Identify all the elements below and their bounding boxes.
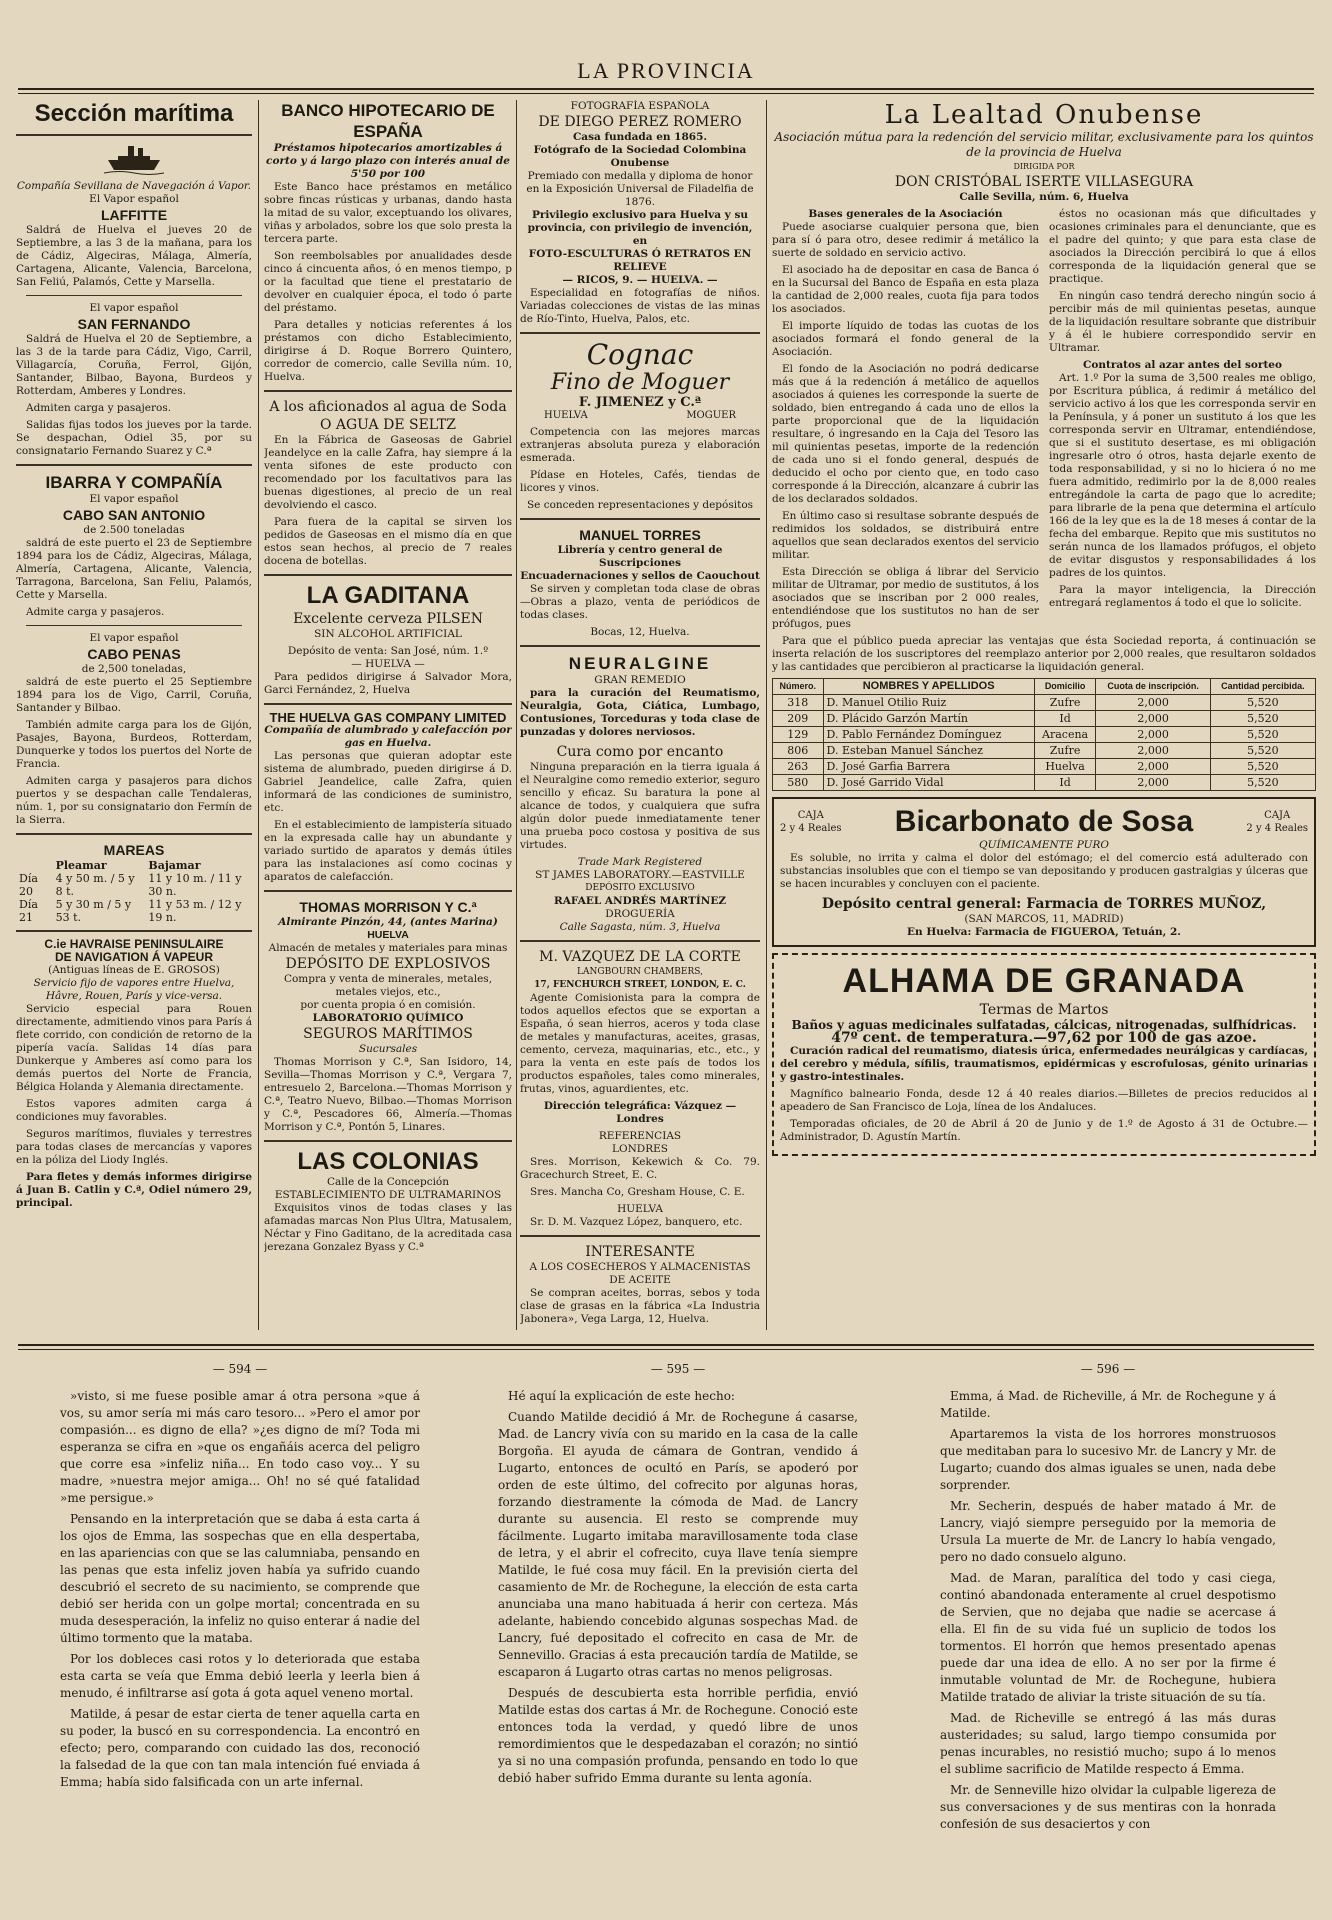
cognac-city: HUELVA [544,410,588,421]
ad-heading: La Lealtad Onubense [884,100,1204,130]
ad-text: Sres. Morrison, Kekewich & Co. 79. Gracechurch Street, E. C. [520,1156,760,1181]
ad-heading: A los aficionados al agua de Soda [269,399,507,415]
bottom-rule [18,1344,1314,1350]
company-text: Seguros marítimos, fluviales y terrestres para todas clases de mercancías y vapores en la póliza del Liody Inglés. [16,1128,252,1166]
cognac-logo-word: Fino de Moguer [550,370,730,395]
vessel-prefix: El vapor español [89,493,179,505]
divider [16,134,252,136]
vessel-name: LAFFITTE [100,207,168,223]
ad-text: para la curación del Reumatismo, Neuralgia, Gota, Ciática, Lumbago, Contusiones, Torceduras y toda clase de punzadas y dolores nerviosos. [520,687,760,738]
ad-text: Especialidad en fotografías de niños. Variadas colecciones de vistas de las minas de Río-Tinto, Huelva, Palos, etc. [520,287,760,325]
table-cell: 2,000 [1096,711,1210,727]
ad-sub: Calle de la Concepción [326,1176,450,1188]
ad-text: Sres. Mancha Co, Gresham House, C. E. [530,1186,745,1198]
ad-text: Las personas que quieran adoptar este sistema de alumbrado, pueden dirigirse á D. Gabriel Jeandelice, calle Zafra, quien informará de las condiciones de suministro, etc. [264,750,512,814]
ad-sub: HUELVA [367,929,409,941]
table-cell: D. José Garrido Vidal [823,775,1034,791]
ad-sub: 47º cent. de temperatura.—97,62 por 100 de gas azoe. [831,1030,1257,1046]
serial-paragraph: Emma, á Mad. de Richeville, á Mr. de Rochegune y á Matilde. [940,1389,1276,1420]
column-ads-4 [772,100,1316,1330]
ad-sub: Cura como por encanto [556,744,724,760]
cognac-logo-word: Cognac [586,338,694,371]
ad-sub: ESTABLECIMIENTO DE ULTRAMARINOS [274,1189,502,1201]
ad-text: Premiado con medalla y diploma de honor en la Exposición Universal de Filadelfia de 1876. [526,170,754,208]
ad-sub: Contratos al azar antes del sorteo [1083,359,1282,371]
ad-text: Art. 1.º Por la suma de 3,500 reales me obligo, por Escritura pública, á redimir á metálico del servicio activo á los que les corresponda servir en la Península, y á poner un sustituto á los que les corresponda servir en Ultramar, entendiéndose, que si el sustituto desertase, es mi obligación ingresarle otro ó otros, hasta dejarle exento de toda responsabilidad, y si no lo hiciera ó no me fuera admitido, redimirlo por la de 8,000 reales entregándole la carta de pago que lo acredite; para librarle de la pena que determina el artículo 166 de la ley que es la de 18 meses á contar de la fecha del embarque. Repito que mis sustitutos no serán nunca de los llamados prófugos, el objeto de evitar disgustos y responsabilidades á los padres de los quintos. [1049,372,1316,579]
ad-heading: THOMAS MORRISON Y C.ª [299,899,477,915]
vessel-prefix: El vapor español [89,302,179,314]
tides-value: 11 y 53 m. / 12 y 19 n. [148,898,242,924]
company-heading: IBARRA Y COMPAÑÍA [45,473,223,492]
ad-sub: LANGBOURN CHAMBERS, [577,967,703,977]
ad-text: Magnífico balneario Fonda, desde 12 á 40 reales diarios.—Billetes de precios reducidos al apeadero de San Francisco de Loja, línea de los Andaluces. [780,1088,1308,1113]
vessel-text: Saldrá de Huelva el jueves 20 de Septiembre, a las 3 de la mañana, para los de Cádiz, Algeciras, Málaga, Almería, Cartagena, Alicante, Valencia, Barcelona, San Feliú, Palamós, Cette y Marsella. [16,224,252,288]
ad-heading: FOTOGRAFÍA ESPAÑOLA [570,100,710,112]
table-cell: Zufre [1034,695,1096,711]
ad-text: El fondo de la Asociación no podrá dedicarse más que á la redención á metálico de aquellos asociados á quienes les corresponde la suerte de soldado, bien entregando á cada uno de ellos la parte proporcional que de la liquidación resultare, ó ingresando en la Caja del Tesoro las mil quinientas pesetas, importe de la redención de cada uno si el fondo general, después de deducido el ocho por ciento que, en todo caso corresponde á la Dirección, alcanzare á cubrir las de los declarados soldados. [772,363,1039,505]
tides-day: Día 20 [19,872,38,898]
table-header: Cuota de inscripción. [1096,679,1210,695]
ad-sub: Calle Sevilla, núm. 6, Huelva [959,191,1129,203]
ad-text: Pídase en Hoteles, Cafés, tiendas de licores y vinos. [520,469,760,494]
table-cell: 5,520 [1210,759,1315,775]
top-rule [18,88,1314,94]
ad-sub: (SAN MARCOS, 11, MADRID) [964,913,1124,925]
table-row [773,775,1316,791]
bicarbonate-ad [772,797,1316,947]
vessel-name: CABO PENAS [87,646,181,662]
ad-sub: DON CRISTÓBAL ISERTE VILLASEGURA [894,174,1194,190]
ad-text: Thomas Morrison y C.ª, San Isidoro, 14, Sevilla—Thomas Morrison y C.ª, Vergara 7, entresuelo 2, Barcelona.—Thomas Morrison y C.ª, Teatro Nuevo, Bilbao.—Thomas Morrison y C.ª, Pescadores 66, Almería.—Thomas Morrison y C.ª, Pontón 5, Linares. [264,1056,512,1133]
ad-text: Este Banco hace préstamos en metálico sobre fincas rústicas y urbanas, dando hasta la mitad de su valor, exceptuando los olivares, viñas y arbolados, sobre los que solo presta la tercera parte. [264,181,512,245]
tides-col-high: Pleamar [55,859,107,872]
ad-text: Para la mayor inteligencia, la Dirección entregará reglamentos á todo el que lo solicite. [1049,584,1316,609]
ad-sub: Compañía de alumbrado y calefacción por gas en Huelva. [264,724,512,749]
ad-sub: SEGUROS MARÍTIMOS [303,1026,473,1042]
divider [264,1140,512,1142]
serial-paragraph: Mr. de Senneville hizo olvidar la culpable ligereza de sus conversaciones y de sus mentiras con la honrada confesión de sus desaciertos y con [940,1783,1276,1831]
ad-text: Almacén de metales y materiales para minas [268,942,508,954]
ad-text: por cuenta propia ó en comisión. [300,999,476,1011]
ad-heading: BANCO HIPOTECARIO DE ESPAÑA [281,101,495,141]
ad-text: En el establecimiento de lampistería situado en la expresada calle hay un abundante y variado surtido de aparatos y demás útiles para las instalaciones así como cocinas y aparatos de calefacción. [264,819,512,883]
ad-sub: Asociación mútua para la redención del servicio militar, exclusivamente para los quintos de la provincia de Huelva [774,130,1314,159]
tides-col-low: Bajamar [148,859,201,872]
ad-sub: A LOS COSECHEROS Y ALMACENISTAS DE ACEITE [529,1261,751,1286]
table-cell: 2,000 [1096,727,1210,743]
table-cell: 2,000 [1096,695,1210,711]
ad-sub: DIRIGIDA POR [1013,162,1075,171]
divider [520,645,760,647]
ad-sub: Excelente cerveza PILSEN [293,611,483,627]
table-cell: 580 [773,775,824,791]
ad-sub: Termas de Martos [979,1002,1109,1018]
company-heading: DE NAVIGATION Á VAPEUR [54,950,213,964]
table-row [773,695,1316,711]
serial-paragraph: Apartaremos la vista de los horrores monstruosos que meditaban para lo sucesivo Mr. de Lancry y Mr. de Lugarto; cuando dos almas iguales se unen, nada debe sorprender. [940,1427,1276,1492]
cognac-maker: F. JIMENEZ y C.ª [578,395,702,410]
ad-sub: DEPÓSITO EXCLUSIVO [585,883,695,893]
company-text: Estos vapores admiten carga á condiciones muy favorables. [16,1098,252,1123]
ad-text: Para pedidos dirigirse á Salvador Mora, Garci Fernández, 2, Huelva [264,671,512,696]
vessel-prefix: El Vapor español [89,193,179,205]
tides-value: 4 y 50 m. / 5 y 8 t. [55,872,135,898]
table-cell: 2,000 [1096,775,1210,791]
ad-sub: HUELVA [617,1203,663,1215]
ad-sub: Bases generales de la Asociación [808,208,1003,220]
column-divider [766,100,767,1330]
ad-sub: Baños y aguas medicinales sulfatadas, cálcicas, nitrogenadas, sulfhídricas. [791,1018,1297,1032]
ad-text: Privilegio exclusivo para Huelva y su provincia, con privilegio de invención, en [527,209,753,247]
ad-text: En ningún caso tendrá derecho ningún socio á percibir más de mil quinientas pesetas, aunque de la liquidación resultare sobrante que distribuir y á él le hubiere correspondido servir en Ultramar. [1049,290,1316,354]
serial-paragraph: Matilde, á pesar de estar cierta de tener aquella carta en su poder, la buscó en su correspondencia. La encontró en efecto; pero, comparando con cuidado las dos, reconoció la falsedad de la que con tan mala intención fué enviada á Emma; había sido falsificada con un arte infernal. [60,1707,420,1789]
vessel-text: Salidas fijas todos los jueves por la tarde. Se despachan, Odiel 35, por su consignatario Fernando Suarez y C.ª [16,419,252,457]
table-cell: 5,520 [1210,711,1315,727]
table-row [773,743,1316,759]
divider [26,295,242,296]
table-row [773,759,1316,775]
ad-sub: LONDRES [612,1143,668,1155]
ad-sub: Almirante Pinzón, 44, (antes Marina) [278,916,498,928]
ad-text: Curación radical del reumatismo, diatesis úrica, enfermedades neurálgicas y cardíacas, del cerebro y médula, sífilis, traumatismos, epidérmicas y escrofulosas, génito urinarias y gastro-intestinales. [780,1045,1308,1083]
ad-sub: Encuadernaciones y sellos de Caouchout [520,570,760,582]
tides-value: 11 y 10 m. / 11 y 30 n. [148,872,242,898]
serial-column-1 [60,1388,420,1908]
serial-paragraph: Mad. de Richeville se entregó á las más duras austeridades; su salud, largo tiempo consumida por penas incurables, no resistió mucho; supo á lo menos el sublime sacrificio de Matilde respecto á Emma. [940,1711,1276,1776]
vessel-tons: de 2,500 toneladas, [81,663,187,675]
column-ads-3 [520,100,760,1330]
serial-paragraph: Cuando Matilde decidió á Mr. de Rochegune á casarse, Mad. de Lancry vivía con su marido en la casa de la calle Borgoña. El ayuda de cámara de Gontran, vendido á Lugarto, entonces de ocultó en París, se apoderó por orden de este último, del cofrecito por algunas horas, forzando diestramente la cómoda de Mad. de Lancry durante su ausencia. El resto se comprende muy fácilmente. Lugarto imitaba maravillosamente toda clase de letra, y el abrir el cofrecito, cuya llave tenía siempre Matilde, le fué cosa muy fácil. En la previsión cierta del casamiento de Mr. de Rochegune, la elección de esta carta anunciaba una mano habituada á herir con certeza. Más adelante, habiendo concebido algunas sospechas Mad. de Lancry, fué depositado el cofrecito en casa de Mr. de Sennevillo. Gracias á esta precaución tardía de Matilde, se escaparon á Lugarto otras cartas no menos peligrosas. [498,1410,858,1679]
ad-text: Para detalles y noticias referentes á los préstamos con dicho Establecimiento, dirigirse á D. Roque Borrero Quintero, corredor de comercio, calle Sevilla núm. 10, Huelva. [264,319,512,383]
divider [264,703,512,705]
ad-text: Temporadas oficiales, de 20 de Abril á 20 de Junio y de 1.º de Agosto á 31 de Octubre.—Administrador, D. Agustín Martín. [780,1118,1308,1143]
masthead: LA PROVINCIA [577,58,755,83]
table-cell: 209 [773,711,824,727]
ad-heading: DE DIEGO PEREZ ROMERO [538,114,742,130]
ad-sub: REFERENCIAS [598,1130,682,1142]
ad-heading: O AGUA DE SELTZ [319,417,457,433]
association-two-col [772,208,1316,635]
ad-sub: CAJA [797,810,824,821]
ad-sub: Librería y centro general de Suscripciones [557,544,723,569]
ad-sub: — RICOS, 9. — HUELVA. — [562,274,718,286]
cognac-logo [520,340,760,422]
vessel-text: Saldrá de Huelva el 20 de Septiembre, a las 3 de la tarde para Cádiz, Vigo, Carril, Villagarcía, Coruña, Ferrol, Gijón, Santander, Bilbao, Bayona, Burdeos y Rotterdam, Amberes y Londres. [16,333,252,397]
table-header: Cantidad percibida. [1210,679,1315,695]
ad-text: Es soluble, no irrita y calma el dolor del estómago; el del comercio está adulterado con substancias insolubles que con el tiempo se van depositando y producen gastralgias y úlceras que se hacen incurables y concluyen con el paciente. [780,852,1308,890]
serial-paragraph: Hé aquí la explicación de este hecho: [508,1389,735,1403]
column-divider [516,100,517,1330]
ad-heading: LAS COLONIAS [297,1148,479,1175]
table-cell: 129 [773,727,824,743]
ad-sub: Trade Mark Registered [577,856,703,868]
vessel-text: Admite carga y pasajeros. [26,606,165,618]
ad-sub: CAJA [1264,810,1291,821]
page-number: — 594 — [212,1362,268,1376]
ad-sub: DROGUERÍA [605,908,675,920]
ad-sub: Calle Sagasta, núm. 3, Huelva [559,921,721,933]
ad-text: Agente Comisionista para la compra de todos aquellos efectos que se exportan a España, ó sean hierros, aceros y toda clase de metales y manufacturas, aceites, grasas, cemento, cerveza, maquinarias, etc., etc., y para la venta en este país de todos los productos españoles, tales como minerales, frutas, vinos, aguardientes, etc. [520,992,760,1095]
column-divider [258,100,259,1330]
table-header: NOMBRES Y APELLIDOS [823,679,1034,695]
ad-sub: Fotógrafo de la Sociedad Colombina Onubense [533,144,747,169]
vessel-text: saldrá de este puerto el 23 de Septiembre 1894 para los de Cádiz, Algeciras, Málaga, Almería, Cartagena, Alicante, Valencia, Tarragona, Barcelona, San Feliu, Palamós, Cette y Marsella. [16,537,252,601]
ad-text: Sr. D. M. Vazquez López, banquero, etc. [530,1216,743,1228]
divider [16,464,252,466]
ad-sub: Sucursales [358,1043,418,1055]
table-cell: D. Esteban Manuel Sánchez [823,743,1034,759]
company-sub: (Antiguas líneas de E. GROSOS) [48,964,220,976]
ad-text: El importe líquido de todas las cuotas de los asociados formará el fondo general de la Asociación. [772,320,1039,358]
vessel-prefix: El vapor español [89,632,179,644]
ad-text: Se sirven y completan toda clase de obras —Obras a plazo, venta de periódicos de todas clases. [520,583,760,621]
ad-text: Se compran aceites, borras, sebos y toda clase de grasas en la fábrica «La Industria Jabonera», Vega Larga, 12, Huelva. [520,1287,760,1325]
ad-sub: RAFAEL ANDRÉS MARTÍNEZ [553,895,727,907]
column-ads-2 [264,100,512,1330]
vessel-name: CABO SAN ANTONIO [62,507,206,523]
company-name: Compañía Sevillana de Navegación á Vapor. [16,180,252,192]
table-cell: 318 [773,695,824,711]
divider [264,390,512,392]
divider [16,833,252,835]
table-cell: D. Pablo Fernández Domínguez [823,727,1034,743]
table-cell: D. Plácido Garzón Martín [823,711,1034,727]
ad-heading: M. VAZQUEZ DE LA CORTE [539,949,741,965]
vessel-name: SAN FERNANDO [77,316,191,332]
section-title: Sección marítima [34,100,234,127]
table-cell: 2,000 [1096,759,1210,775]
ad-sub: GRAN REMEDIO [594,674,686,686]
company-text: Servicio especial para Rouen directamente, admitiendo vinos para París á flete corrido, con condición de retorno de la pipería vacía. Salidas 14 días para Dunkerque y Amberes así como para los demás puertos del Norte de Francia, Bélgica Holanda y Alemania directamente. [16,1003,252,1093]
ad-text: En último caso si resultase sobrante después de redimidos los soldados, se distribuirá entre aquellos que sean declarados exentos del servicio militar. [772,510,1039,561]
ad-heading: MANUEL TORRES [579,527,701,543]
vessel-text: También admite carga para los de Gijón, Pasajes, Bayona, Burdeos, Rotterdam, Dunquerke y todos los puertos del Norte de Francia. [16,719,252,770]
ad-sub: 17, FENCHURCH STREET, LONDON, E. C. [534,980,746,990]
ad-sub: DEPÓSITO DE EXPLOSIVOS [285,956,491,972]
ad-heading: LA GADITANA [306,582,470,609]
table-cell: Aracena [1034,727,1096,743]
serial-column-2 [498,1388,858,1908]
ad-text: El asociado ha de depositar en casa de Banca ó en la Sucursal del Banco de España en esta plaza la cantidad de 2,000 reales, cuota fija para todos los asociados. [772,264,1039,315]
ad-heading: ALHAMA DE GRANADA [842,962,1246,1000]
ad-sub: En Huelva: Farmacia de FIGUEROA, Tetuán, 2. [907,926,1181,938]
company-sub: Servicio fijo de vapores entre Huelva, Hâvre, Rouen, París y vice-versa. [33,977,235,1002]
tides-table [16,859,252,924]
ad-text: — HUELVA — [351,658,425,670]
table-cell: Huelva [1034,759,1096,775]
ad-text: Depósito de venta: San José, núm. 1.º [287,645,489,657]
page-number: — 595 — [650,1362,706,1376]
tides-day: Día 21 [19,898,38,924]
vessel-tons: de 2.500 toneladas [83,524,185,536]
serial-column-3 [940,1388,1276,1908]
serial-paragraph: Después de descubierta esta horrible perfidia, envió Matilde estas dos cartas á Mr. de Rochegune. Conoció este entonces toda la verdad, y quedó libre de unos remordimientos que le despedazaban el corazón; no sintió ya si no una compasión profunda, pensando en todo lo que debió haber sufrido Emma durante su lenta agonía. [498,1686,858,1785]
ad-heading: THE HUELVA GAS COMPANY LIMITED [269,710,507,725]
subscribers-table [772,678,1316,791]
association-left [772,208,1039,635]
ad-sub: ST JAMES LABORATORY.—EASTVILLE [535,869,745,881]
table-cell: 5,520 [1210,743,1315,759]
ad-sub: 2 y 4 Reales [1246,823,1308,834]
column-maritime [16,100,252,1330]
table-header: Número. [773,679,824,695]
serial-paragraph: Mad. de Maran, paralítica del todo y casi ciega, continó abandonada enteramente al cruel despotismo de Servien, que no dejaba que nadie se acercase á ella. El fin de su vida fué un suplicio de todos los tormentos. El horrón que hemos presentado apenas puede dar una idea de ello. A no ser por la firme é inmutable voluntad de Mr. de Rochegune, hubiera Matilde tratado de aliviar la triste situación de su tía. [940,1571,1276,1704]
ad-heading: INTERESANTE [585,1244,695,1260]
table-header: Domicilio [1034,679,1096,695]
divider [26,625,242,626]
company-heading: C.ie HAVRAISE PENINSULAIRE [44,937,224,951]
divider [520,1235,760,1237]
ad-sub: Préstamos hipotecarios amortizables á corto y á largo plazo con interés anual de 5'50 por 100 [266,142,510,180]
divider [16,930,252,932]
serial-paragraph: Pensando en la interpretación que se daba á esta carta á los ojos de Emma, las sospechas que en ella despertaba, en las apariencias con que se las calumniaba, pensando en las penas que esta infeliz joven había ya sufrido cuando descubrió el secreto de su nacimiento, se comprende que debió ser herida con un golpe mortal; concentrada en su muda desesperación, la infeliz no quiso enterar á nadie del último tormento que la mataba. [60,1512,420,1645]
serial-paragraph: Mr. Secherin, después de haber matado á Mr. de Lancry, viajó siempre perseguido por la memoria de Ursula La muerte de Mr. de Lancry lo había vengado, pero no dado consuelo alguno. [940,1499,1276,1564]
vessel-text: Admiten carga y pasajeros para dichos puertos y se despachan calle Tendaleras, núm. 1, por su consignatario don Fermín de la Sierra. [16,775,252,826]
divider [520,940,760,942]
table-cell: D. José Garfia Barrera [823,759,1034,775]
ad-text: Se conceden representaciones y depósitos [526,499,754,511]
ad-sub: Casa fundada en 1865. [572,131,708,143]
table-row [773,711,1316,727]
ad-text: Competencia con las mejores marcas extranjeras absoluta pureza y elaboración esmerada. [520,426,760,464]
ad-text: Son reembolsables por anualidades desde cinco á cincuenta años, ó en menos tiempo, p or la facultad que tiene el prestatario de devolver en cualquier época, el todo ó parte del préstamo. [264,250,512,314]
tides-value: 5 y 30 m / 5 y 53 t. [55,898,132,924]
table-cell: 263 [773,759,824,775]
ad-sub: QUÍMICAMENTE PURO [979,839,1109,851]
ad-text: Puede asociarse cualquier persona que, bien para sí ó para otro, desee redimir á metálico la suerte de soldado en servicio activo. [772,221,1039,259]
ad-text: Exquisitos vinos de todas clases y las afamadas marcas Non Plus Ultra, Matusalem, Néctar y Fino Gaditano, de la acreditada casa jerezana Gonzalez Byass y C.ª [264,1202,512,1253]
table-cell: Zufre [1034,743,1096,759]
ad-sub: 2 y 4 Reales [780,823,842,834]
tides-heading: MAREAS [103,842,165,858]
steamship-icon [104,142,164,176]
ad-sub: Dirección telegráfica: Vázquez — Londres [543,1100,737,1125]
table-cell: 5,520 [1210,775,1315,791]
table-cell: 2,000 [1096,743,1210,759]
divider [264,574,512,576]
table-row [773,727,1316,743]
ad-sub: SIN ALCOHOL ARTIFICIAL [314,628,462,640]
table-cell: Id [1034,775,1096,791]
divider [520,332,760,334]
ad-text: Para fuera de la capital se sirven los pedidos de Gaseosas en el mismo día en que estos sean hechos, al precio de 7 reales docena de botellas. [264,516,512,567]
ad-sub: FOTO-ESCULTURAS Ó RETRATOS EN RELIEVE [528,248,752,273]
table-cell: 806 [773,743,824,759]
ad-text: Para que el público pueda apreciar las ventajas que ésta Sociedad reporta, á continuación se inserta relación de los suscriptores del reemplazo anterior por 2,000 reales, que resultaron soldados y las cantidades que percibieron al practicarse la liquidación general. [772,635,1316,673]
vessel-text: Admiten carga y pasajeros. [26,402,172,414]
table-cell: Id [1034,711,1096,727]
association-right [1049,208,1316,635]
divider [520,518,760,520]
serial-paragraph: Por los dobleces casi rotos y lo deteriorada que estaba esta carta se veía que Emma debió leerla y leerla bien á menudo, é infiltrarse así gota á gota aquel veneno mortal. [60,1652,420,1700]
ad-text: Bocas, 12, Huelva. [590,626,690,638]
divider [264,890,512,892]
alhama-ad [772,953,1316,1156]
ad-text: Compra y venta de minerales, metales, metales viejos, etc., [283,973,493,998]
company-text: Para fletes y demás informes dirigirse á Juan B. Catlin y C.ª, Odiel número 29, principal. [16,1171,252,1209]
ad-text: éstos no ocasionan más que dificultades y ocasiones criminales para el denunciante, que es el padre del quinto; y que para esta clase de asociados la Dirección percibirá lo que á ellos corresponda de la liquidación general que se practique. [1049,208,1316,285]
ad-text: En la Fábrica de Gaseosas de Gabriel Jeandelyce en la calle Zafra, hay siempre á la venta sifones de este producto con recomendado por los facultativos para las buenas digestiones, al precio de un real devolviendo el casco. [264,434,512,511]
ad-text: Esta Dirección se obliga á librar del Servicio militar de Ultramar, por medio de sustitutos, á los asociados que se inscriban por 2 000 reales, entendiéndose que los sustitutos no han de ser prófugos, pues [772,566,1039,630]
serial-paragraph: »visto, si me fuese posible amar á otra persona »que á vos, su amor sería mi más caro tesoro... »Pero el amor por compasión... es digno de ella? »¿es digno de mí? Toda mi esperanza se cifra en »que os engañáis acerca del peligro que corre esa »infeliz niña... En todo caso voy... Y su madre, »nuestra mejor amiga... Oh! no sé qué fatalidad »me persigue.» [60,1389,420,1505]
table-cell: 5,520 [1210,695,1315,711]
table-cell: D. Manuel Otilio Ruiz [823,695,1034,711]
vessel-text: saldrá de este puerto el 25 Septiembre 1894 para los de Vigo, Carril, Coruña, Santander y Bilbao. [16,676,252,714]
page-number: — 596 — [1080,1362,1136,1376]
ad-sub: Depósito central general: Farmacia de TORRES MUÑOZ, [821,896,1267,912]
ad-text: Ninguna preparación en la tierra iguala á el Neuralgine como remedio exterior, seguro sencillo y eficaz. Su baratura la pone al alcance de todos, y cualquiera que sufra algún dolor puede inmediatamente tener una prueba poco costosa y positiva de sus virtudes. [520,761,760,851]
cognac-city: MOGUER [686,410,736,421]
ad-heading: NEURALGINE [568,654,712,673]
ad-heading: Bicarbonato de Sosa [894,805,1194,838]
table-cell: 5,520 [1210,727,1315,743]
ad-sub: LABORATORIO QUÍMICO [312,1012,464,1024]
